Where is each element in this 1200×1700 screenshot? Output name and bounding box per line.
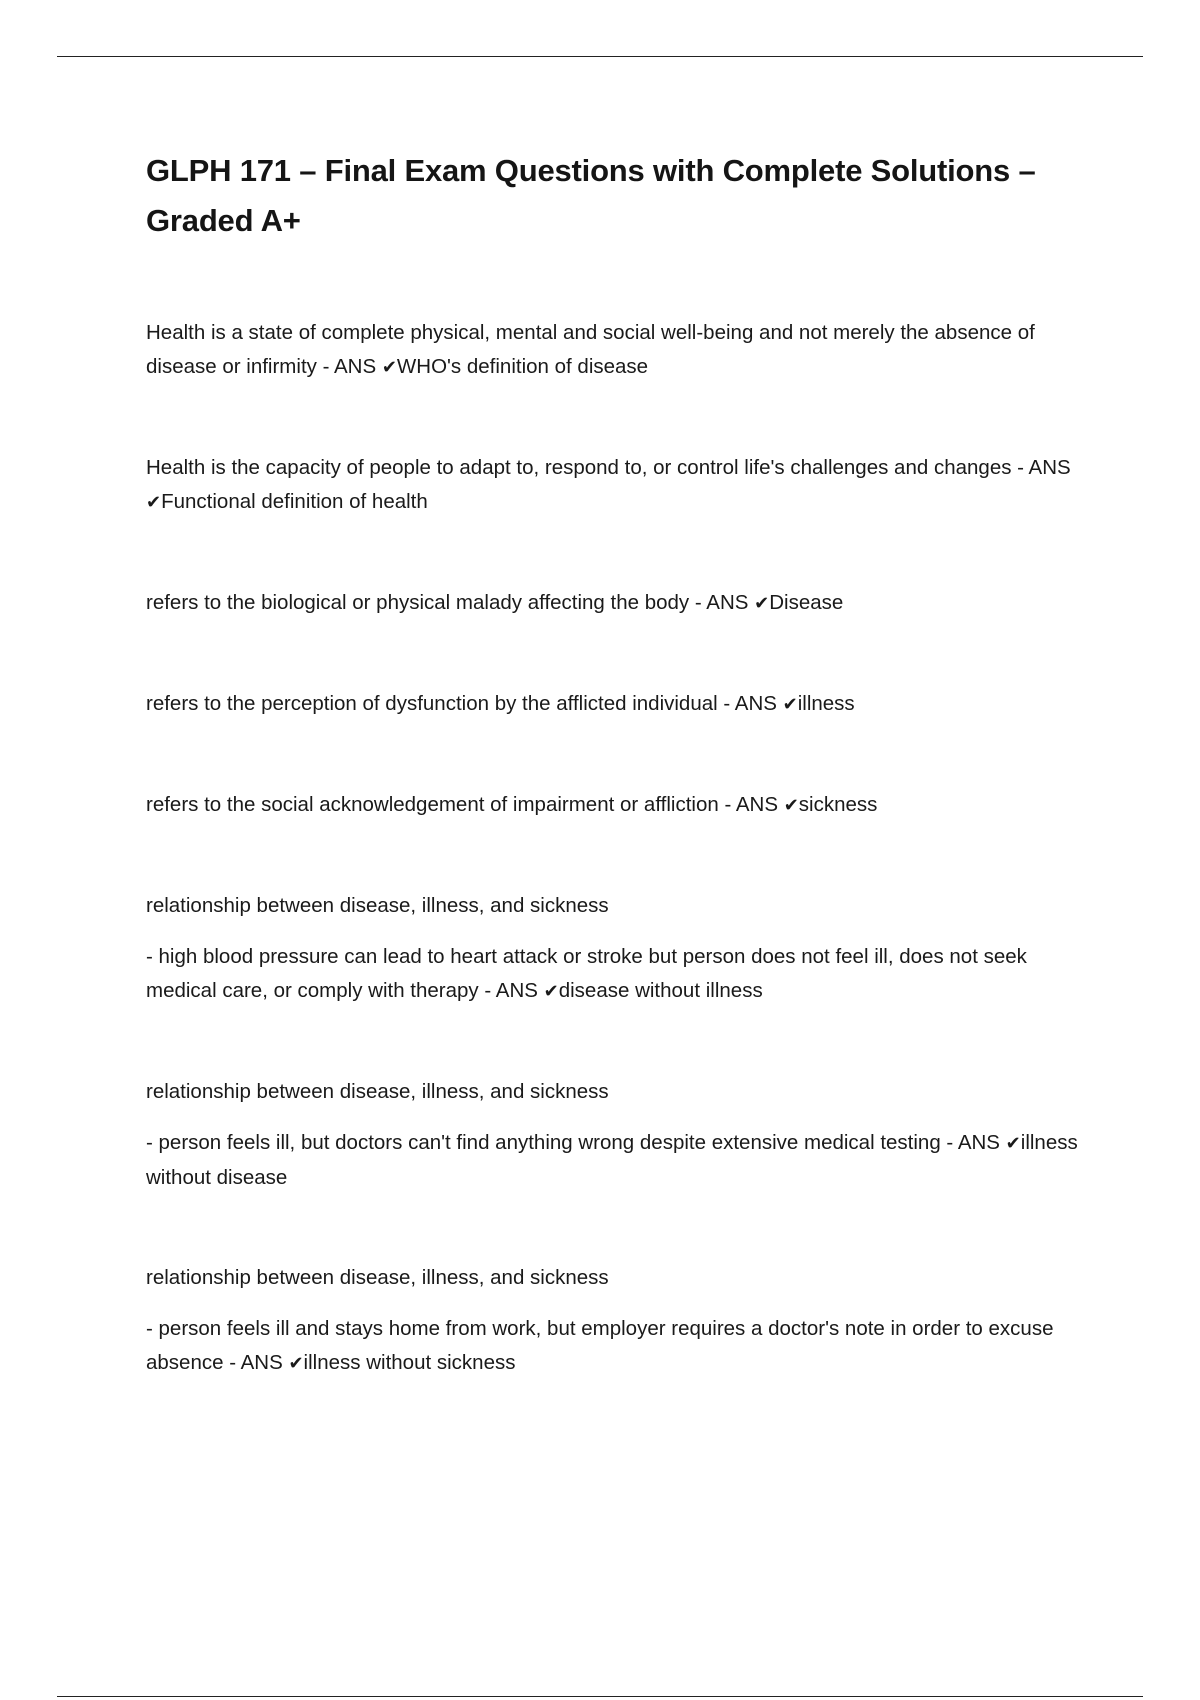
question-text: Health is a state of complete physical, mental and social well-being and not merely the absence of disease or infirmity - ANS (146, 321, 1035, 378)
check-icon: ✔ (543, 981, 559, 1002)
qa-text (146, 316, 1086, 385)
question-text: refers to the social acknowledgement of impairment or affliction - ANS (146, 793, 784, 816)
question-text: refers to the biological or physical malady affecting the body - ANS (146, 591, 755, 614)
qa-text (146, 687, 1086, 722)
check-icon: ✔ (782, 694, 798, 715)
answer-text: illness (797, 692, 855, 715)
qa-text (146, 788, 1086, 823)
qa-list (146, 316, 1086, 1381)
qa-prompt: relationship between disease, illness, and sickness (146, 894, 609, 917)
top-rule (57, 56, 1143, 57)
qa-text (146, 1126, 1086, 1195)
question-text: - person feels ill, but doctors can't find anything wrong despite extensive medical testing - ANS (146, 1131, 1006, 1154)
bottom-rule (57, 1696, 1143, 1697)
answer-text: Disease (769, 591, 844, 614)
qa-item (146, 687, 1086, 722)
check-icon: ✔ (146, 492, 162, 513)
check-icon: ✔ (754, 593, 770, 614)
qa-text (146, 940, 1086, 1009)
qa-item (146, 1261, 1086, 1381)
check-icon: ✔ (1005, 1133, 1021, 1154)
qa-text (146, 586, 1086, 621)
check-icon: ✔ (381, 357, 397, 378)
answer-text: disease without illness (558, 979, 763, 1002)
document-title: GLPH 171 – Final Exam Questions with Complete Solutions – Graded A+ (146, 153, 1036, 238)
qa-item (146, 889, 1086, 1009)
qa-item (146, 1075, 1086, 1195)
answer-text: illness without disease (146, 1131, 1078, 1189)
question-text: - high blood pressure can lead to heart attack or stroke but person does not feel ill, does not seek medical care, or comply with therapy - ANS (146, 945, 1027, 1002)
check-icon: ✔ (783, 795, 799, 816)
answer-text: illness without sickness (303, 1351, 516, 1374)
qa-text (146, 451, 1086, 520)
answer-text: sickness (798, 793, 878, 816)
answer-text: Functional definition of health (161, 490, 428, 513)
qa-item (146, 586, 1086, 621)
question-text: - person feels ill and stays home from work, but employer requires a doctor's note in order to excuse absence - ANS (146, 1317, 1054, 1374)
check-icon: ✔ (288, 1353, 304, 1374)
qa-prompt: relationship between disease, illness, and sickness (146, 1266, 609, 1289)
document-body (146, 146, 1086, 1381)
question-text: Health is the capacity of people to adapt to, respond to, or control life's challenges and changes - ANS (146, 456, 1071, 479)
qa-item (146, 788, 1086, 823)
qa-prompt: relationship between disease, illness, and sickness (146, 1080, 609, 1103)
question-text: refers to the perception of dysfunction by the afflicted individual - ANS (146, 692, 783, 715)
qa-item (146, 451, 1086, 520)
answer-text: WHO's definition of disease (396, 355, 649, 378)
qa-text (146, 1312, 1086, 1381)
qa-item (146, 316, 1086, 385)
